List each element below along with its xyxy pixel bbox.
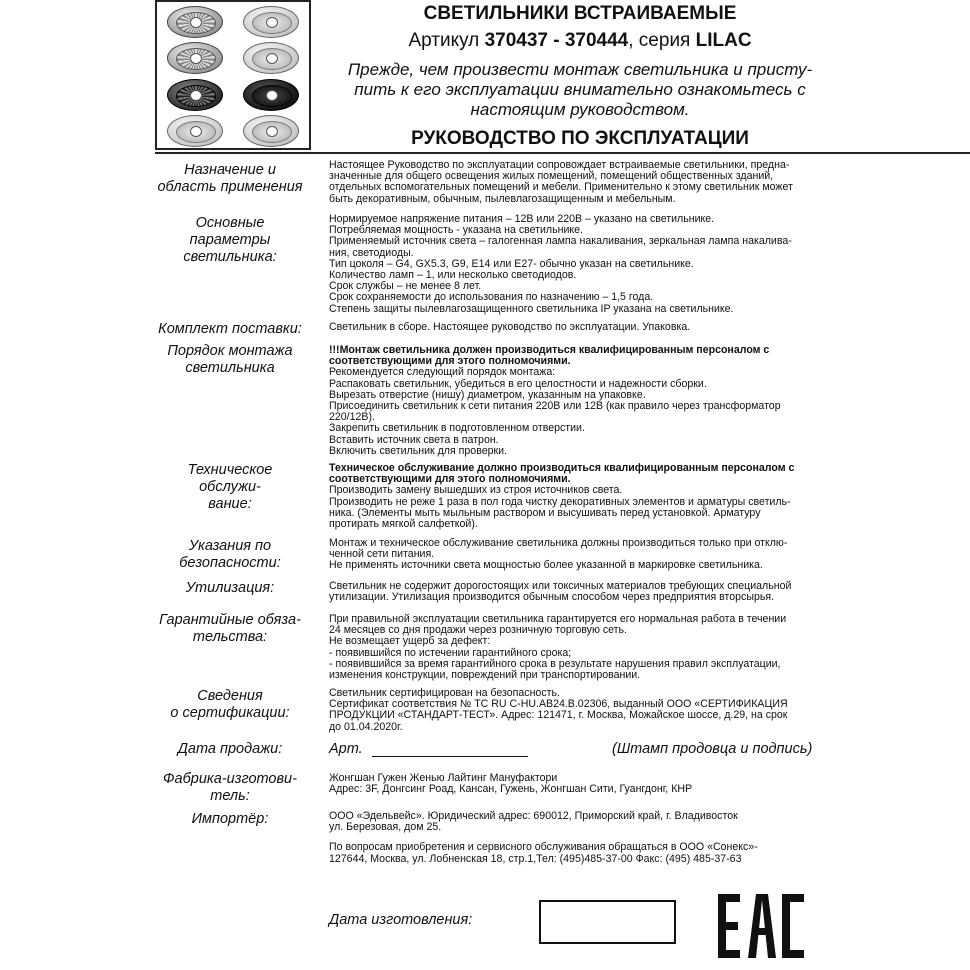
label-line: Назначение и (184, 162, 276, 178)
text-line: Светильник в сборе. Настоящее руководство по эксплуатации. Упаковка. (329, 321, 691, 333)
text-line: Адрес: 3F, Донгсинг Роад, Кансан, Гужень, Жонгшан Сити, Гуангдонг, КНР (329, 783, 693, 796)
section-text-importer (329, 811, 819, 865)
text-line: Степень защиты пылевлагозащищенного светильника IP указана на светильнике. (329, 302, 734, 315)
section-label-importer (155, 811, 305, 828)
label-line: область применения (157, 179, 303, 195)
label-line: Указания по (188, 538, 272, 554)
text-line: ул. Березовая, дом 25. (329, 821, 442, 834)
text-line: Вставить источник света в патрон. (329, 433, 499, 446)
text-line: Присоединить светильник к сети питания 220В или 12В (как правило через трансформатор (329, 400, 781, 413)
label-line: Порядок монтажа (167, 343, 293, 359)
text-line: утилизации. Утилизация производится обычным способом через предприятия вторсырья. (329, 591, 775, 604)
lamp-photo-7 (167, 115, 223, 147)
manufacture-date-box (539, 900, 676, 944)
bold-text-line: Техническое обслуживание должно производиться квалифицированным персоналом с (329, 462, 795, 474)
text-line: - появившийся за время гарантийного срока в результате нарушения правил эксплуатации, (329, 657, 781, 670)
text-line: Не возмещает ущерб за дефект: (329, 635, 491, 648)
label-line: Основные параметры (189, 215, 271, 248)
bold-text-line: соответствующими для этого полномочиями. (329, 355, 571, 368)
text-line: 220/12В). (329, 411, 375, 424)
label-line: Сведения (197, 688, 263, 704)
text-line: ния, светодиоды. (329, 246, 414, 259)
lamp-photo-8 (243, 115, 299, 147)
lamp-photo-5 (167, 79, 223, 111)
header-divider (155, 152, 970, 154)
section-text-kit (329, 322, 819, 333)
text-line: Закрепить светильник в подготовленном отверстии. (329, 422, 585, 435)
lamp-photo-6 (243, 79, 299, 111)
label-line: вание: (208, 496, 252, 512)
section-label-warranty (155, 612, 305, 646)
text-line: Рекомендуется следующий порядок монтажа: (329, 366, 556, 379)
section-text-factory (329, 773, 819, 795)
text-line: Жонгшан Гужен Женью Лайтинг Мануфактори (329, 772, 558, 784)
section-text-purpose (329, 160, 819, 205)
section-label-install (155, 343, 305, 377)
text-line: изменения конструкции, повреждений при транспортировании. (329, 669, 641, 682)
text-line: ПРОДУКЦИИ «СТАНДАРТ-ТЕСТ». Адрес: 121471, г. Москва, Можайское шоссе, д.29, на срок (329, 709, 788, 722)
text-line: Количество ламп – 1, или несколько светодиодов. (329, 269, 577, 282)
label-line: Комплект поставки: (158, 321, 302, 337)
text-line: Включить светильник для проверки. (329, 444, 507, 457)
text-line: 24 месяцев со дня продажи через розничную торговую сеть. (329, 624, 627, 637)
label-line: тельства: (192, 629, 268, 645)
section-text-disposal (329, 581, 819, 603)
label-line: Гарантийные обяза- (159, 612, 301, 628)
bold-text-line: соответствующими для этого полномочиями. (329, 473, 571, 486)
section-label-sale (155, 741, 305, 758)
text-line: Производить не реже 1 раза в пол года чистку декоративных элементов и арматуры светиль- (329, 495, 791, 508)
section-label-cert (155, 688, 305, 722)
text-line: Нормируемое напряжение питания – 12В или 220В – указано на светильнике. (329, 213, 715, 225)
section-text-install (329, 345, 819, 457)
article-line (320, 30, 840, 52)
text-line: Применяемый источник света – галогенная лампа накаливания, зеркальная лампа накалива- (329, 235, 792, 248)
text-line: ченной сети питания. (329, 548, 435, 561)
warning-line: настоящим руководством. (470, 100, 690, 119)
text-line: Светильник не содержит дорогостоящих или токсичных материалов требующих специальной (329, 580, 792, 592)
section-text-warranty (329, 614, 819, 681)
text-line: Распаковать светильник, убедиться в его целостности и надежности сборки. (329, 377, 707, 390)
warning-notice (340, 60, 820, 120)
text-line: Светильник сертифицирован на безопасность. (329, 687, 560, 699)
text-line: По вопросам приобретения и сервисного обслуживания обращаться в ООО «Сонекс»- (329, 841, 758, 854)
series-prefix: , серия (628, 30, 696, 51)
label-line: Техническое обслужи- (187, 462, 273, 495)
text-line: Производить замену вышедших из строя источников света. (329, 484, 623, 497)
sale-article-label: Арт. (329, 741, 363, 757)
section-text-params (329, 214, 819, 315)
product-photos (155, 0, 311, 150)
text-line: ООО «Эдельвейс». Юридический адрес: 690012, Приморский край, г. Владивосток (329, 810, 738, 822)
text-line: Не применять источники света мощностью более указанной в маркировке светильника. (329, 559, 763, 572)
text-line: Настоящее Руководство по эксплуатации сопровождает встраиваемые светильники, предна- (329, 159, 790, 171)
label-line: Фабрика-изготови- (163, 771, 297, 787)
section-text-maintenance (329, 463, 819, 530)
text-line: При правильной эксплуатации светильника гарантируется его нормальная работа в течении (329, 613, 787, 625)
lamp-photo-1 (167, 6, 223, 38)
text-line: Потребляемая мощность - указана на светильнике. (329, 224, 583, 237)
bold-text-line: !!!Монтаж светильника должен производиться квалифицированным персоналом с (329, 344, 770, 356)
label-line: светильника (185, 360, 275, 376)
label-line: Импортёр: (191, 811, 269, 827)
label-line: Утилизация: (185, 580, 275, 596)
text-line: Вырезать отверстие (нишу) диаметром, указанным на упаковке. (329, 388, 646, 401)
section-text-safety (329, 538, 819, 572)
section-label-params (155, 215, 305, 266)
document-title: СВЕТИЛЬНИКИ ВСТРАИВАЕМЫЕ (423, 3, 737, 24)
label-line: светильника: (183, 249, 277, 265)
sale-article-blank-line (372, 756, 528, 757)
label-line: Дата продажи: (177, 741, 283, 757)
manual-title: РУКОВОДСТВО ПО ЭКСПЛУАТАЦИИ (411, 128, 749, 149)
article-prefix: Артикул (408, 30, 485, 51)
text-line: до 01.04.2020г. (329, 720, 403, 733)
text-line: значенные для общего освещения жилых помещений, помещений общественных зданий, (329, 170, 774, 183)
lamp-photo-4 (243, 42, 299, 74)
section-label-maintenance (155, 462, 305, 513)
text-line: - появившийся по истечении гарантийного срока; (329, 646, 572, 659)
text-line: быть декоративным, обычным, пылевлагозащищенным и мебельным. (329, 192, 676, 205)
text-line: отдельных вспомогательных помещений и мебели. Применительно к этому светильник может (329, 181, 793, 194)
lamp-photo-2 (243, 6, 299, 38)
section-text-cert (329, 688, 819, 733)
eac-certification-mark (718, 894, 804, 958)
warning-line: Прежде, чем произвести монтаж светильника и присту- (347, 60, 813, 79)
label-line: тель: (210, 788, 250, 804)
text-line: Сертификат соответствия № ТС RU C-HU.AB24.B.02306, выданный ООО «СЕРТИФИКАЦИЯ (329, 698, 788, 711)
series-name: LILAC (695, 30, 752, 51)
text-line: Монтаж и техническое обслуживание светильника должны производиться только при отклю- (329, 537, 788, 549)
article-range: 370437 - 370444 (484, 30, 629, 51)
section-label-kit (155, 321, 305, 338)
warning-line: пить к его эксплуатации внимательно ознакомьтесь с (354, 80, 806, 99)
section-label-disposal (155, 580, 305, 597)
section-label-factory (155, 771, 305, 805)
text-line: Срок сохраняемости до использования по назначению – 1,5 года. (329, 291, 654, 304)
text-line: протирать мягкой салфеткой). (329, 518, 478, 531)
label-line: о сертификации: (170, 705, 290, 721)
manufacture-date-label: Дата изготовления: (329, 912, 473, 928)
lamp-photo-3 (167, 42, 223, 74)
text-line: Тип цоколя – G4, GX5.3, G9, E14 или E27- обычно указан на светильнике. (329, 257, 694, 270)
text-line: ника. (Элементы мыть мыльным раствором и высушивать перед установкой. Арматуру (329, 506, 761, 519)
label-line: безопасности: (179, 555, 281, 571)
text-line: Срок службы – не менее 8 лет. (329, 280, 482, 293)
text-line: 127644, Москва, ул. Лобненская 18, стр.1,Тел: (495)485-37-00 Факс: (495) 485-37-63 (329, 852, 742, 865)
seller-stamp-label: (Штамп продовца и подпись) (612, 741, 813, 757)
section-label-purpose (155, 162, 305, 196)
section-label-safety (155, 538, 305, 572)
